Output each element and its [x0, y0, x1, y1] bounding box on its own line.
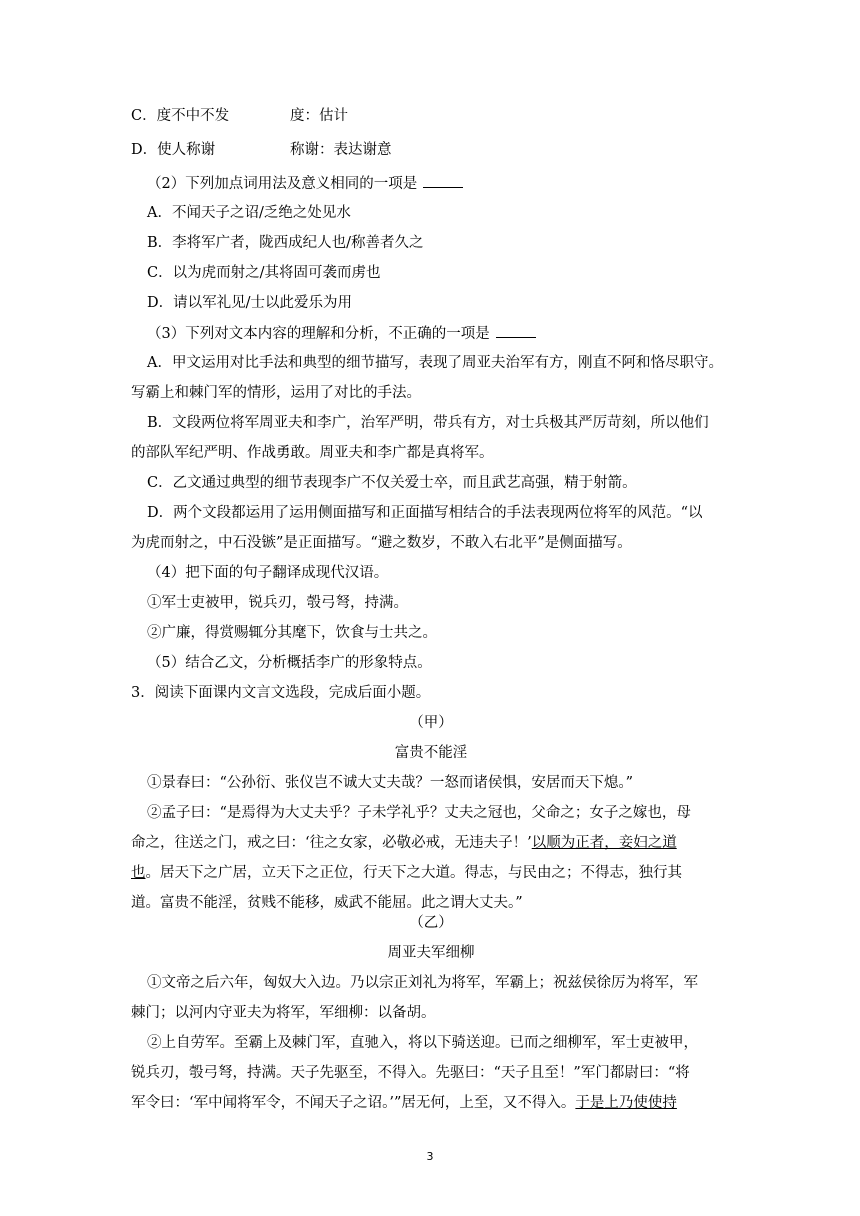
option-c-line	[131, 106, 731, 126]
question-3-heading: 3．阅读下面课内文言文选段，完成后面小题。	[131, 685, 431, 701]
passage-yi-title: 周亚夫军细柳	[387, 945, 475, 961]
q4-sentence-2: ②广廉，得赏赐辄分其麾下，饮食与士共之。	[147, 625, 437, 641]
q3-option-d-cont: 为虎而射之，中石没镞”是正面描写。“避之数岁，不敢入右北平”是侧面描写。	[131, 535, 632, 551]
q2-option-d: D．请以军礼见/士以此爱乐为用	[147, 295, 353, 311]
jia-line-2-text: 命之，往送之门，戒之曰：‘往之女家，必敬必戒，无违夫子！’	[131, 835, 532, 851]
q3-option-a: A．甲文运用对比手法和典型的细节描写，表现了周亚夫治军有方，刚直不阿和恪尽职守。	[147, 355, 723, 371]
option-d-line	[131, 140, 731, 160]
yi-paragraph-2-line-3	[131, 1093, 731, 1113]
question-2-line	[147, 173, 747, 194]
underlined-phrase: 以顺为正者，妾妇之道	[531, 835, 677, 851]
q3-option-d: D．两个文段都运用了运用侧面描写和正面描写相结合的手法表现两位将军的风范。“以	[147, 505, 703, 521]
q4-sentence-1: ①军士吏被甲，锐兵刃，彀弓弩，持满。	[147, 595, 408, 611]
passage-yi-label: （乙）	[409, 915, 453, 931]
jia-paragraph-2-line-2	[131, 833, 731, 853]
question-5: （5）结合乙文，分析概括李广的形象特点。	[147, 655, 432, 671]
question-3-line	[147, 323, 747, 344]
option-c-gloss: 度：估计	[290, 108, 348, 124]
question-3-text: （3）下列对文本内容的理解和分析，不正确的一项是	[147, 326, 490, 342]
underlined-phrase-end: 也	[131, 865, 146, 881]
passage-jia-label: （甲）	[409, 715, 453, 731]
yi-paragraph-1-line-2: 棘门；以河内守亚夫为将军，军细柳：以备胡。	[131, 1005, 436, 1021]
q3-option-c: C．乙文通过典型的细节表现李广不仅关爱士卒，而且武艺高强，精于射箭。	[147, 475, 637, 491]
q3-option-b: B．文段两位将军周亚夫和李广，治军严明，带兵有方，对士兵极其严厉苛刻，所以他们	[147, 415, 709, 431]
yi-paragraph-1-line-1: ①文帝之后六年，匈奴大入边。乃以宗正刘礼为将军，军霸上；祝兹侯徐厉为将军，军	[147, 975, 698, 991]
yi-line-3-text: 军令曰：‘军中闻将军令，不闻天子之诏。’”居无何，上至，又不得入。	[131, 1095, 576, 1111]
jia-paragraph-1: ①景春曰：“公孙衍、张仪岂不诚大丈夫哉？一怒而诸侯惧，安居而天下熄。”	[147, 775, 634, 791]
q2-option-c: C．以为虎而射之/其将固可袭而虏也	[147, 265, 381, 281]
jia-paragraph-2-line-1: ②孟子曰：“是焉得为大丈夫乎？子未学礼乎？丈夫之冠也，父命之；女子之嫁也，母	[147, 805, 691, 821]
q2-option-a: A．不闻天子之诏/乏绝之处见水	[147, 205, 351, 221]
passage-jia-title: 富贵不能淫	[394, 745, 468, 761]
q2-option-b: B．李将军广者，陇西成纪人也/称善者久之	[147, 235, 424, 251]
jia-line-3-text: 。居天下之广居，立天下之正位，行天下之大道。得志，与民由之；不得志，独行其	[145, 865, 682, 881]
option-d-text: D．使人称谢	[131, 142, 216, 158]
q3-option-b-cont: 的部队军纪严明、作战勇敢。周亚夫和李广都是真将军。	[131, 445, 494, 461]
answer-blank	[423, 173, 463, 188]
jia-paragraph-2-line-3	[131, 863, 731, 883]
yi-paragraph-2-line-2: 锐兵刃，彀弓弩，持满。天子先驱至，不得入。先驱曰：“天子且至！”军门都尉曰：“将	[131, 1065, 690, 1081]
jia-paragraph-2-line-4: 道。富贵不能淫，贫贱不能移，威武不能屈。此之谓大丈夫。”	[131, 895, 523, 911]
page-number: 3	[426, 1150, 434, 1163]
question-2-text: （2）下列加点词用法及意义相同的一项是	[147, 176, 418, 192]
option-c-text: C．度不中不发	[131, 108, 230, 124]
answer-blank	[496, 323, 536, 338]
question-4: （4）把下面的句子翻译成现代汉语。	[147, 565, 389, 581]
option-d-gloss: 称谢：表达谢意	[290, 142, 392, 158]
yi-paragraph-2-line-1: ②上自劳军。至霸上及棘门军，直驰入，将以下骑送迎。已而之细柳军，军士吏被甲，	[147, 1035, 698, 1051]
q3-option-a-cont: 写霸上和棘门军的情形，运用了对比的手法。	[131, 385, 421, 401]
underlined-phrase-yi: 于是上乃使使持	[575, 1095, 677, 1111]
